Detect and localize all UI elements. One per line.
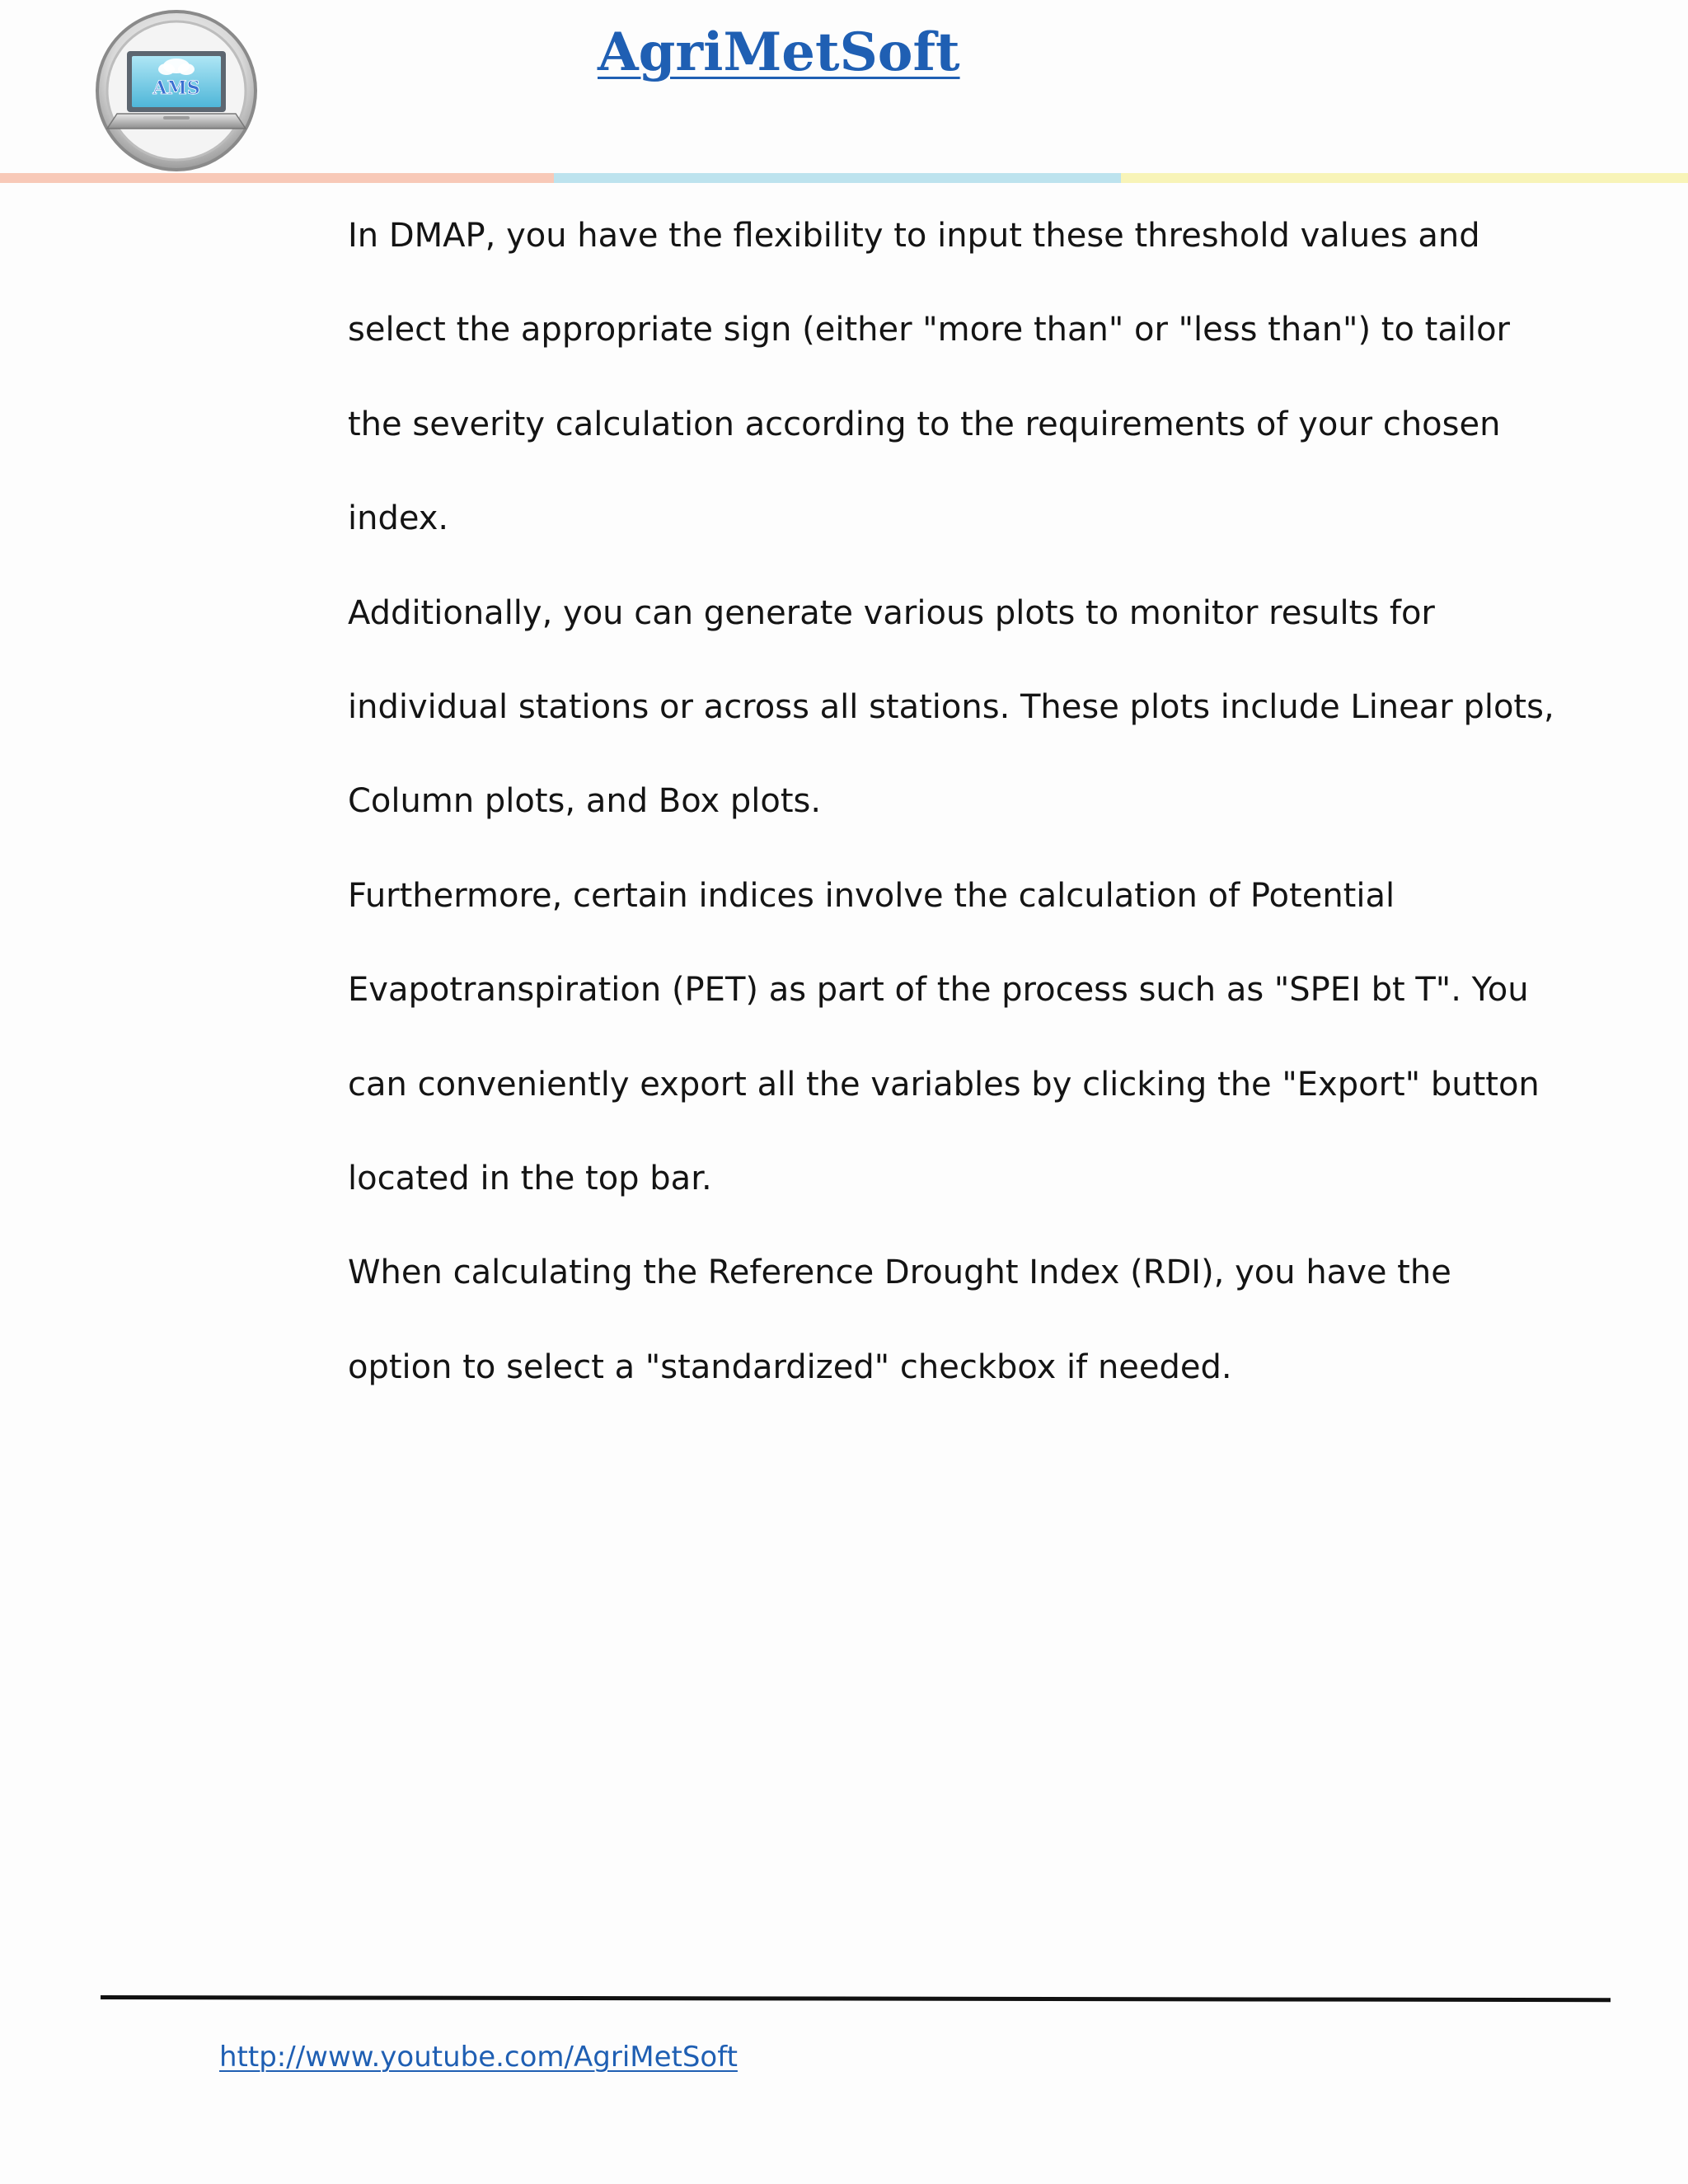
header-bar-yellow — [1121, 173, 1688, 183]
body-line: index. — [348, 499, 449, 538]
youtube-link[interactable]: http://www.youtube.com/AgriMetSoft — [219, 2041, 738, 2074]
body-line: When calculating the Reference Drought Index (RDI), you have the — [348, 1254, 1451, 1292]
body-line: Additionally, you can generate various plots to monitor results for — [348, 593, 1435, 632]
footer-divider — [101, 1995, 1611, 2002]
header-bar-peach — [0, 173, 554, 183]
body-line: Furthermore, certain indices involve the calculation of Potential — [348, 876, 1395, 915]
body-line: option to select a "standardized" checkbox if needed. — [348, 1347, 1232, 1386]
body-line: Column plots, and Box plots. — [348, 782, 822, 821]
svg-text:AMS: AMS — [152, 77, 200, 99]
body-line: can conveniently export all the variables by clicking the "Export" button — [348, 1065, 1540, 1104]
body-line: In DMAP, you have the flexibility to input these threshold values and — [348, 217, 1480, 255]
body-line: select the appropriate sign (either "more than" or "less than") to tailor — [348, 311, 1510, 349]
brand-title[interactable]: AgriMetSoft — [598, 21, 960, 83]
body-line: located in the top bar. — [348, 1159, 712, 1197]
agrimetsoft-logo — [94, 8, 259, 173]
body-line: individual stations or across all stations. These plots include Linear plots, — [348, 687, 1554, 726]
body-line: the severity calculation according to the requirements of your chosen — [348, 405, 1501, 443]
body-line: Evapotranspiration (PET) as part of the process such as "SPEI bt T". You — [348, 971, 1529, 1010]
body-text — [348, 208, 1554, 1433]
page-header — [0, 0, 1688, 183]
header-bar-blue — [554, 173, 1121, 183]
